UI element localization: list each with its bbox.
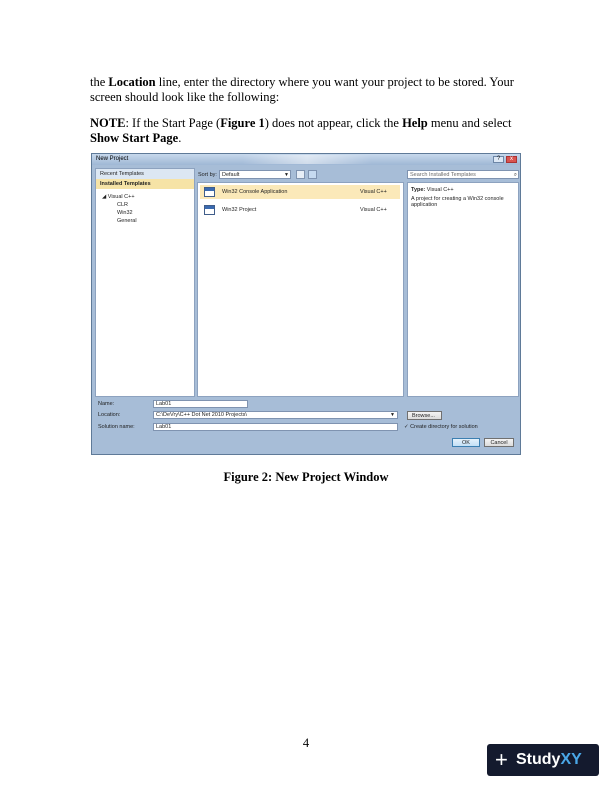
logo-study: Study bbox=[516, 751, 561, 768]
create-directory-checkbox[interactable] bbox=[404, 424, 478, 430]
close-button[interactable]: x bbox=[506, 156, 517, 163]
tree-item-clr[interactable]: CLR bbox=[117, 202, 129, 208]
recent-templates-item[interactable]: Recent Templates bbox=[96, 169, 194, 179]
bold-show-start-page: Show Start Page bbox=[90, 131, 179, 145]
type-label: Type: bbox=[411, 187, 426, 193]
checkbox-label: Create directory for solution bbox=[410, 424, 478, 430]
template-description: A project for creating a Win32 console application bbox=[411, 196, 504, 208]
help-button[interactable]: ? bbox=[493, 156, 504, 163]
search-templates-input[interactable] bbox=[407, 170, 519, 179]
text-run: line, enter the directory where you want your project to be stored. Your screen should look like the following: bbox=[90, 75, 514, 104]
page-number: 4 bbox=[302, 736, 310, 750]
cancel-button[interactable]: Cancel bbox=[484, 438, 514, 447]
text-run: : If the Start Page ( bbox=[125, 116, 221, 130]
location-value: C:\DeVry\C++ Dot Net 2010 Projects\ bbox=[156, 412, 247, 418]
studyxy-logo bbox=[487, 744, 599, 776]
instruction-paragraph bbox=[90, 75, 530, 105]
details-view-icon[interactable] bbox=[308, 170, 317, 179]
tree-item-general[interactable]: General bbox=[117, 218, 137, 224]
text-run: menu and select bbox=[427, 116, 512, 130]
logo-xy: XY bbox=[560, 751, 582, 768]
sort-label: Sort by: bbox=[198, 172, 217, 178]
checkmark-icon: ✓ bbox=[404, 424, 409, 430]
sort-value: Default bbox=[222, 172, 240, 178]
text-run: the bbox=[90, 75, 109, 89]
expand-arrow-icon[interactable]: ◢ bbox=[102, 194, 107, 200]
dropdown-arrow-icon[interactable]: ▼ bbox=[390, 412, 395, 418]
template-type bbox=[411, 186, 515, 194]
name-input[interactable]: Lab01 bbox=[153, 400, 248, 408]
tree-item-visual-cpp[interactable] bbox=[96, 193, 194, 201]
window-title: New Project bbox=[96, 156, 129, 162]
template-tree bbox=[96, 189, 194, 225]
search-icon[interactable]: ⌕ bbox=[513, 172, 517, 178]
browse-button[interactable]: Browse... bbox=[407, 411, 442, 420]
sort-dropdown[interactable] bbox=[219, 170, 291, 179]
installed-templates-item[interactable]: Installed Templates bbox=[96, 179, 194, 189]
tree-item-win32[interactable]: Win32 bbox=[117, 210, 133, 216]
plus-icon: + bbox=[495, 747, 508, 772]
tree-item-label: Visual C++ bbox=[107, 194, 135, 200]
text-run: . bbox=[178, 131, 182, 145]
solution-name-input[interactable]: Lab01 bbox=[153, 423, 398, 431]
list-view-icon[interactable] bbox=[296, 170, 305, 179]
bold-help: Help bbox=[402, 116, 428, 130]
ok-button[interactable]: OK bbox=[452, 438, 480, 447]
templates-toolbar bbox=[198, 170, 403, 180]
bold-note: NOTE bbox=[90, 116, 126, 130]
template-tree-pane bbox=[95, 168, 195, 397]
template-info-pane bbox=[407, 182, 519, 397]
type-value: Visual C++ bbox=[426, 187, 454, 193]
solution-name-label: Solution name: bbox=[98, 424, 135, 430]
bold-figure-ref: Figure 1 bbox=[220, 116, 265, 130]
template-item-console-app[interactable] bbox=[200, 185, 400, 199]
template-name: Win32 Project bbox=[222, 207, 257, 213]
bold-location: Location bbox=[108, 75, 156, 89]
note-paragraph bbox=[90, 116, 530, 146]
template-language: Visual C++ bbox=[360, 207, 387, 213]
console-app-icon bbox=[204, 187, 215, 197]
search-placeholder: Search Installed Templates bbox=[410, 172, 476, 178]
new-project-window-screenshot bbox=[91, 153, 521, 455]
text-run: ) does not appear, click the bbox=[264, 116, 403, 130]
templates-list bbox=[197, 182, 404, 397]
dropdown-arrow-icon: ▼ bbox=[284, 172, 289, 178]
template-name: Win32 Console Application bbox=[222, 189, 288, 195]
name-label: Name: bbox=[98, 401, 115, 407]
location-input[interactable] bbox=[153, 411, 398, 419]
template-language: Visual C++ bbox=[360, 189, 387, 195]
template-item-win32-project[interactable] bbox=[200, 203, 400, 217]
titlebar-glass bbox=[242, 155, 372, 164]
win32-project-icon bbox=[204, 205, 215, 215]
figure-caption: Figure 2: New Project Window bbox=[223, 470, 389, 484]
logo-text bbox=[516, 744, 582, 776]
location-label: Location: bbox=[98, 412, 121, 418]
window-titlebar bbox=[92, 154, 520, 165]
